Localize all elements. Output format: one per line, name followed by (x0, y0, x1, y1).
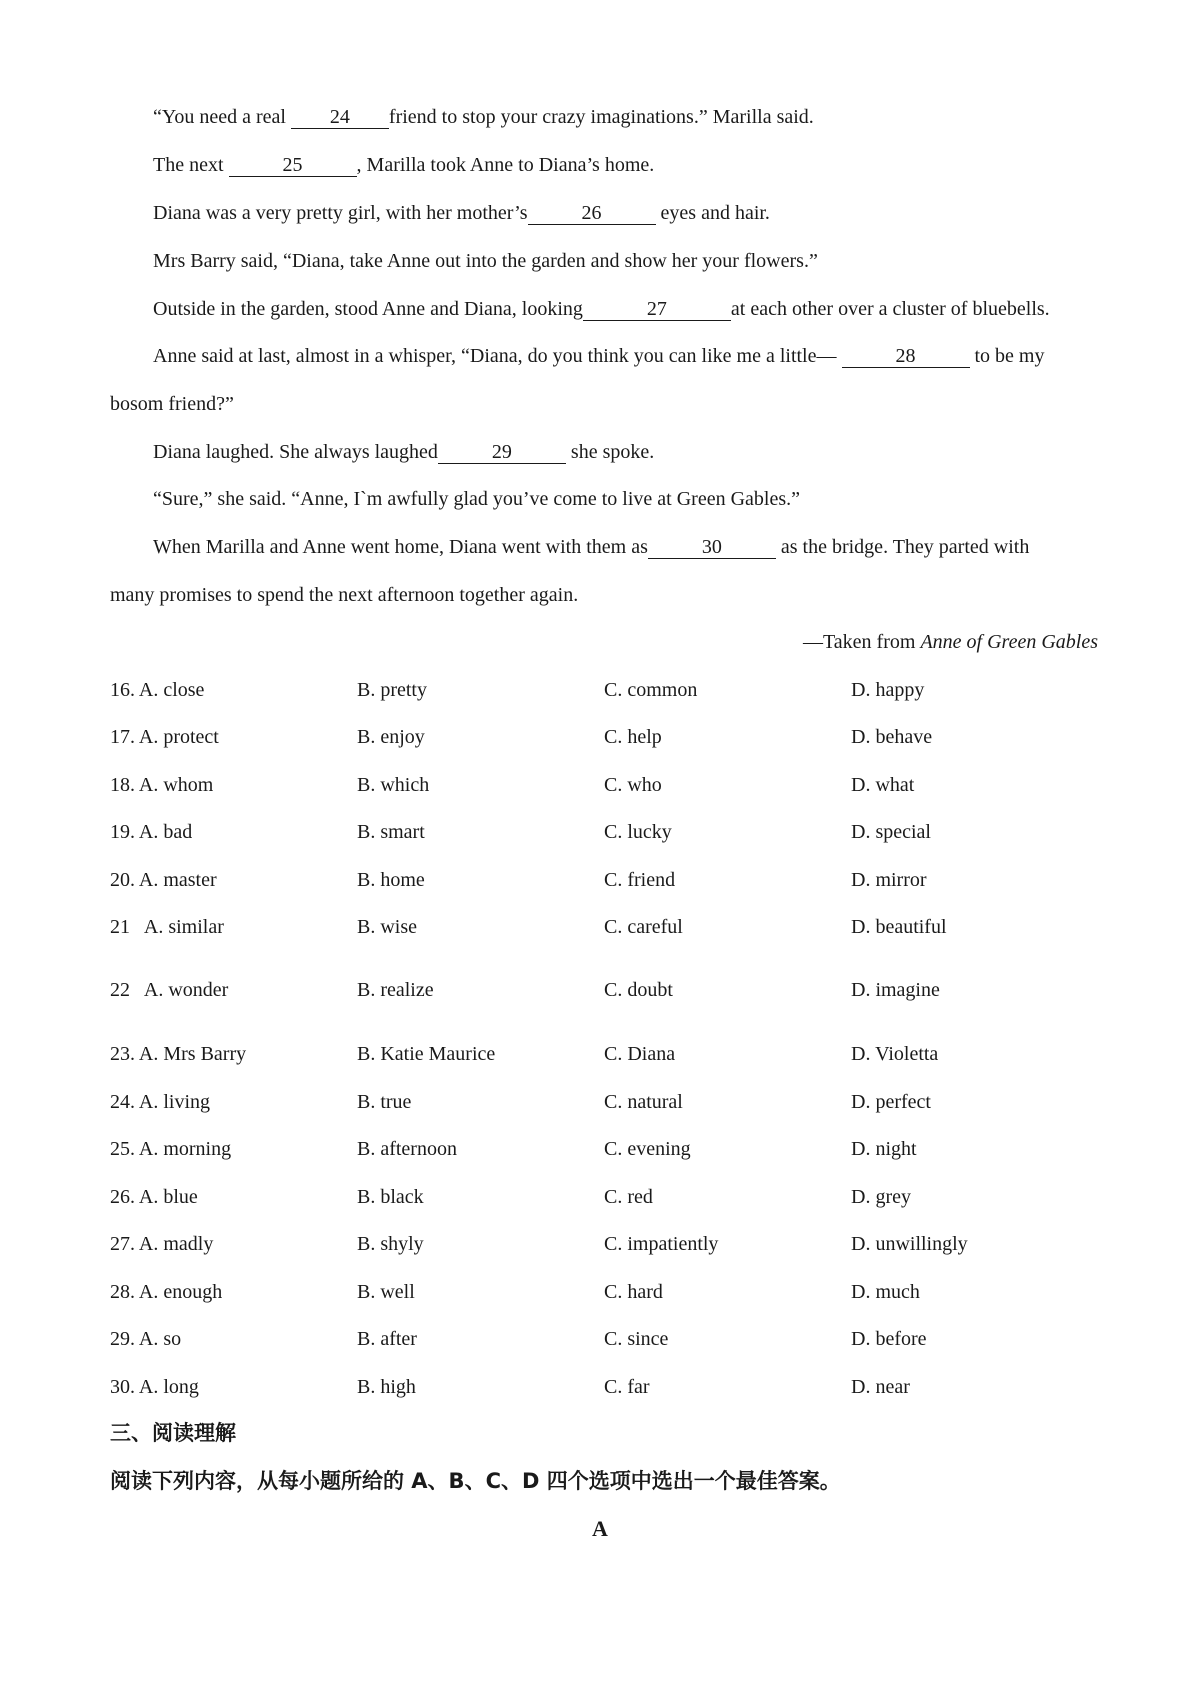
option-d: D. near (851, 1376, 910, 1398)
passage-line-plain-1: Mrs Barry said, “Diana, take Anne out into the garden and show her your flowers.” (153, 250, 818, 272)
blank-29: 29 (438, 441, 566, 464)
option-c: C. red (604, 1186, 653, 1208)
option-row-16 (110, 677, 1100, 703)
option-row-21 (110, 914, 1100, 940)
option-d: D. grey (851, 1186, 911, 1208)
option-row-29 (110, 1326, 1100, 1352)
option-b: B. Katie Maurice (357, 1043, 496, 1065)
option-d: D. perfect (851, 1091, 931, 1113)
part-label: A (592, 1516, 608, 1541)
option-b: B. high (357, 1376, 416, 1398)
option-row-18 (110, 772, 1100, 798)
option-b: B. shyly (357, 1233, 424, 1255)
option-c: C. help (604, 726, 662, 748)
option-b: B. pretty (357, 679, 427, 701)
option-a: 23. A. Mrs Barry (110, 1043, 247, 1065)
option-a: 30. A. long (110, 1376, 199, 1398)
option-a: 17. A. protect (110, 726, 219, 748)
option-d: D. unwillingly (851, 1233, 968, 1255)
option-d: D. before (851, 1328, 927, 1350)
option-d: D. night (851, 1138, 917, 1160)
option-a: 19. A. bad (110, 821, 193, 843)
option-d: D. special (851, 821, 931, 843)
blank-28: 28 (842, 345, 970, 368)
option-row-20 (110, 867, 1100, 893)
option-row-23 (110, 1041, 1100, 1067)
option-a: 28. A. enough (110, 1281, 223, 1303)
option-b: B. after (357, 1328, 417, 1350)
option-a: 18. A. whom (110, 774, 214, 796)
passage-line-plain-2: “Sure,” she said. “Anne, I`m awfully glad you’ve come to live at Green Gables.” (153, 488, 800, 510)
option-b: B. true (357, 1091, 412, 1113)
option-a: 22 A. wonder (110, 979, 229, 1001)
option-c: C. evening (604, 1138, 691, 1160)
option-a: 25. A. morning (110, 1138, 232, 1160)
option-row-19 (110, 819, 1100, 845)
option-c: C. since (604, 1328, 669, 1350)
option-row-27 (110, 1231, 1100, 1257)
option-d: D. imagine (851, 979, 940, 1001)
passage-line-27: Outside in the garden, stood Anne and Diana, looking 27 at each other over a cluster of bluebells. (153, 298, 1050, 320)
option-b: B. realize (357, 979, 434, 1001)
blank-26: 26 (528, 202, 656, 225)
book-title: Anne of Green Gables (920, 631, 1098, 653)
blank-27: 27 (583, 298, 731, 321)
section-instruction: 阅读下列内容，从每小题所给的 A、B、C、D 四个选项中选出一个最佳答案。 (110, 1469, 841, 1493)
passage-line-28: Anne said at last, almost in a whisper, “Diana, do you think you can like me a little— 28 to be my (153, 345, 1045, 367)
option-c: C. Diana (604, 1043, 676, 1065)
passage-line-29: Diana laughed. She always laughed 29 she spoke. (153, 441, 655, 463)
option-a: 16. A. close (110, 679, 205, 701)
option-b: B. enjoy (357, 726, 425, 748)
option-row-25 (110, 1136, 1100, 1162)
option-row-17 (110, 724, 1100, 750)
option-a: 21 A. similar (110, 916, 224, 938)
passage-line-24: “You need a real 24 friend to stop your crazy imaginations.” Marilla said. (153, 106, 814, 128)
option-d: D. happy (851, 679, 925, 701)
passage-line-26: Diana was a very pretty girl, with her mother’s 26 eyes and hair. (153, 202, 770, 224)
passage-line-30: When Marilla and Anne went home, Diana went with them as 30 as the bridge. They parted with (153, 536, 1030, 558)
blank-25: 25 (229, 154, 357, 177)
blank-24: 24 (291, 106, 389, 129)
option-c: C. careful (604, 916, 683, 938)
option-a: 20. A. master (110, 869, 217, 891)
option-d: D. beautiful (851, 916, 947, 938)
option-a: 29. A. so (110, 1328, 182, 1350)
option-d: D. much (851, 1281, 920, 1303)
option-row-30 (110, 1374, 1100, 1400)
option-b: B. smart (357, 821, 425, 843)
option-c: C. who (604, 774, 662, 796)
option-d: D. what (851, 774, 915, 796)
option-c: C. lucky (604, 821, 672, 843)
source-attribution: —Taken from Anne of Green Gables (802, 631, 1098, 653)
option-c: C. doubt (604, 979, 673, 1001)
option-c: C. common (604, 679, 698, 701)
option-c: C. hard (604, 1281, 663, 1303)
passage-line-28-cont: bosom friend?” (110, 393, 234, 415)
passage-line-30-cont: many promises to spend the next afternoon together again. (110, 584, 579, 606)
option-d: D. Violetta (851, 1043, 939, 1065)
option-b: B. wise (357, 916, 417, 938)
option-b: B. well (357, 1281, 415, 1303)
option-a: 24. A. living (110, 1091, 211, 1113)
option-row-24 (110, 1089, 1100, 1115)
passage-line-25: The next 25 , Marilla took Anne to Diana’s home. (153, 154, 655, 176)
option-c: C. natural (604, 1091, 683, 1113)
option-row-26 (110, 1184, 1100, 1210)
option-c: C. far (604, 1376, 650, 1398)
blank-30: 30 (648, 536, 776, 559)
option-a: 27. A. madly (110, 1233, 214, 1255)
option-d: D. behave (851, 726, 933, 748)
option-row-22 (110, 977, 1100, 1003)
section-title: 三、阅读理解 (110, 1421, 236, 1445)
option-b: B. afternoon (357, 1138, 457, 1160)
option-row-28 (110, 1279, 1100, 1305)
option-c: C. impatiently (604, 1233, 719, 1255)
option-a: 26. A. blue (110, 1186, 198, 1208)
option-d: D. mirror (851, 869, 927, 891)
option-c: C. friend (604, 869, 676, 891)
option-b: B. which (357, 774, 430, 796)
option-b: B. black (357, 1186, 424, 1208)
option-b: B. home (357, 869, 425, 891)
